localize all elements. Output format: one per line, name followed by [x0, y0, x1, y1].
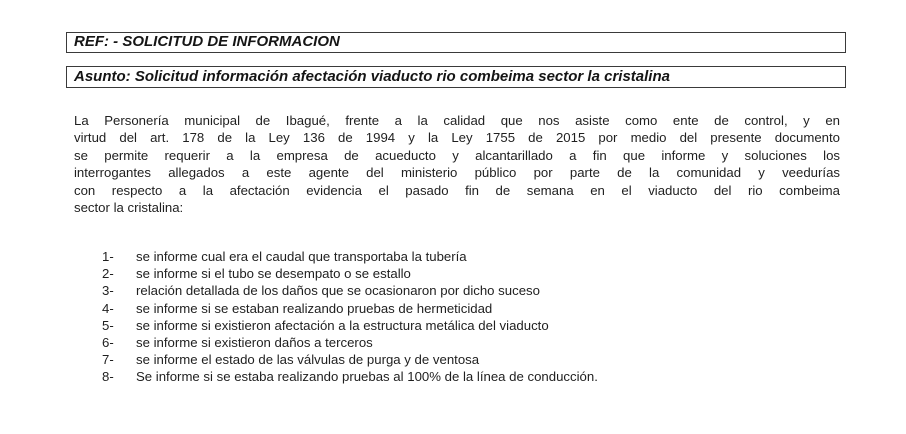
paragraph-line: La Personería municipal de Ibagué, frente a la calidad que nos asiste como ente de control, y en — [74, 113, 840, 128]
list-item-text: Se informe si se estaba realizando pruebas al 100% de la línea de conducción. — [136, 369, 598, 385]
list-item — [102, 265, 598, 282]
list-item — [102, 282, 598, 299]
list-item-text: se informe si existieron daños a terceros — [136, 335, 373, 351]
list-item-text: se informe si existieron afectación a la estructura metálica del viaducto — [136, 317, 549, 333]
list-item — [102, 351, 598, 368]
list-item — [102, 248, 598, 265]
list-item-text: relación detallada de los daños que se ocasionaron por dicho suceso — [136, 283, 540, 299]
list-item-number: 5- — [102, 317, 114, 333]
list-item-number: 6- — [102, 335, 114, 351]
subject-heading: Asunto: Solicitud información afectación viaducto rio combeima sector la cristalina — [66, 66, 846, 88]
list-item-number: 1- — [102, 249, 114, 264]
body-paragraph — [74, 112, 840, 216]
list-item — [102, 317, 598, 334]
list-item-text: se informe el estado de las válvulas de purga y de ventosa — [136, 352, 480, 368]
list-item-number: 4- — [102, 300, 114, 316]
paragraph-line: sector la cristalina: — [74, 200, 184, 216]
list-item-number: 7- — [102, 352, 114, 368]
list-item — [102, 300, 598, 317]
list-item-number: 8- — [102, 369, 114, 385]
list-item-text: se informe si el tubo se desempato o se estallo — [136, 266, 411, 282]
list-item — [102, 368, 598, 385]
list-item — [102, 334, 598, 351]
paragraph-line: virtud del art. 178 de la Ley 136 de 1994 y la Ley 1755 de 2015 por medio del presente documento — [74, 130, 840, 146]
request-list — [102, 248, 598, 386]
list-item-text: se informe si se estaban realizando pruebas de hermeticidad — [136, 300, 493, 316]
paragraph-line: con respecto a la afectación evidencia el pasado fin de semana en el viaducto del rio combeima — [74, 182, 840, 198]
list-item-number: 3- — [102, 283, 114, 299]
paragraph-line: interrogantes allegados a este agente del ministerio público por parte de la comunidad y veedurías — [74, 165, 840, 181]
reference-heading: REF: - SOLICITUD DE INFORMACION — [66, 32, 846, 53]
list-item-text: se informe cual era el caudal que transportaba la tubería — [136, 249, 467, 264]
list-item-number: 2- — [102, 266, 114, 282]
paragraph-line: se permite requerir a la empresa de acueducto y alcantarillado a fin que informe y soluciones los — [74, 147, 840, 163]
